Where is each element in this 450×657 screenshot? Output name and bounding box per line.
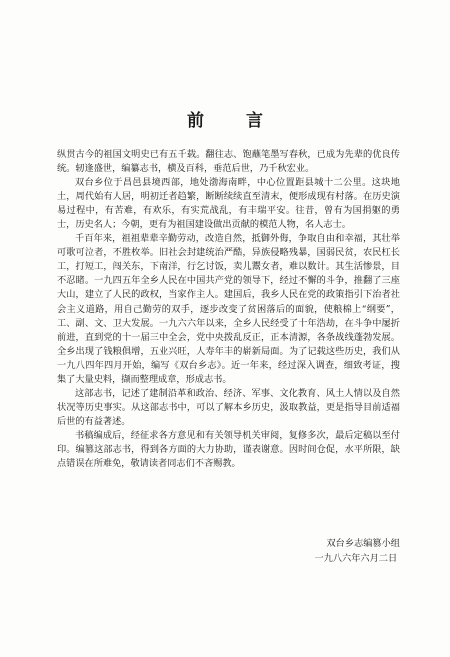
signature-date: 一九八六年六月二日 bbox=[314, 553, 398, 564]
page-title: 前 言 bbox=[187, 111, 281, 131]
paragraph-3: 千百年来，祖祖辈辈辛勤劳动，改造自然，抵御外侮，争取自由和幸福，其壮举可歌可泣者，不胜枚举。旧社会封建统治严酷，异族侵略残暴，国弱民贫，农民杠长工，打短工，闯关东，下南洋，行乞讨饭，卖儿鬻女者，难以数计。其生活惨景，目不忍睹。一九四五年全乡人民在中国共产党的领导下，经过不懈的斗争，推翻了三座大山，建立了人民的政权，当家作主人。建国后，我乡人民在党的政策指引下治者社会主义道路，用自己勤劳的双手，逐步改变了贫困落后的面貌，使粮棉上“纲要”，工、副、文、卫大发展。一九六六年以来，全乡人民经受了十年浩劫，在斗争中屡折前进，直到党的十一届三中全会，党中央拨乱反正，正本清源，各条战线蓬勃发展。全乡出现了钱粮俱增，五业兴旺，人寿年丰的崭新局面。为了记载这些历史，我们从一九八四年四月开始，编写《双台乡志》。近一年来，经过深入调查，细致考证，搜集了大量史料，撷而整理成章，形成志书。 bbox=[57, 233, 400, 385]
paragraph-4: 这部志书，记述了建制沿革和政治、经济、军事、文化教育、风土人情以及自然状况等历史事实。从这部志书中，可以了解本乡历史，汲取教益，更是指导目前适福后世的有益著述。 bbox=[57, 387, 400, 427]
paragraph-2: 双台乡位于昌邑县境西部，地处渤海南畔，中心位置距县城十二公里。这块地土，周代始有人居，明初迁者趋繁，断断续续直至清末，便形成现有村落。在历史演易过程中，有苦难，有欢乐，有实荒战乱，有丰瑞平安。往昔，曾有为国捐躯的勇士，历史名人；今朝，更有为祖国建设做出贡献的模范人物，名人志士。 bbox=[57, 177, 400, 231]
paragraph-1: 纵贯古今的祖国文明史已有五千载。翻往志、饱蘸笔墨写春秋，已成为先辈的优良传统。轫逢盛世，编纂志书，横及百科，垂范后世，乃千秋宏业。 bbox=[57, 149, 400, 175]
signature-org: 双台乡志编篡小组 bbox=[326, 538, 400, 549]
signature-block bbox=[315, 536, 401, 566]
paragraph-5: 书稿编成后，经征求各方意见和有关领导机关审阅，复修多次，最后定稿以至付印。编篡这部志书，得到各方面的大力协助，谨表谢意。因时间仓促，水平所限，缺点错误在所难免，敬请读者同志们不吝赐教。 bbox=[57, 429, 400, 470]
preface-body bbox=[57, 148, 400, 471]
